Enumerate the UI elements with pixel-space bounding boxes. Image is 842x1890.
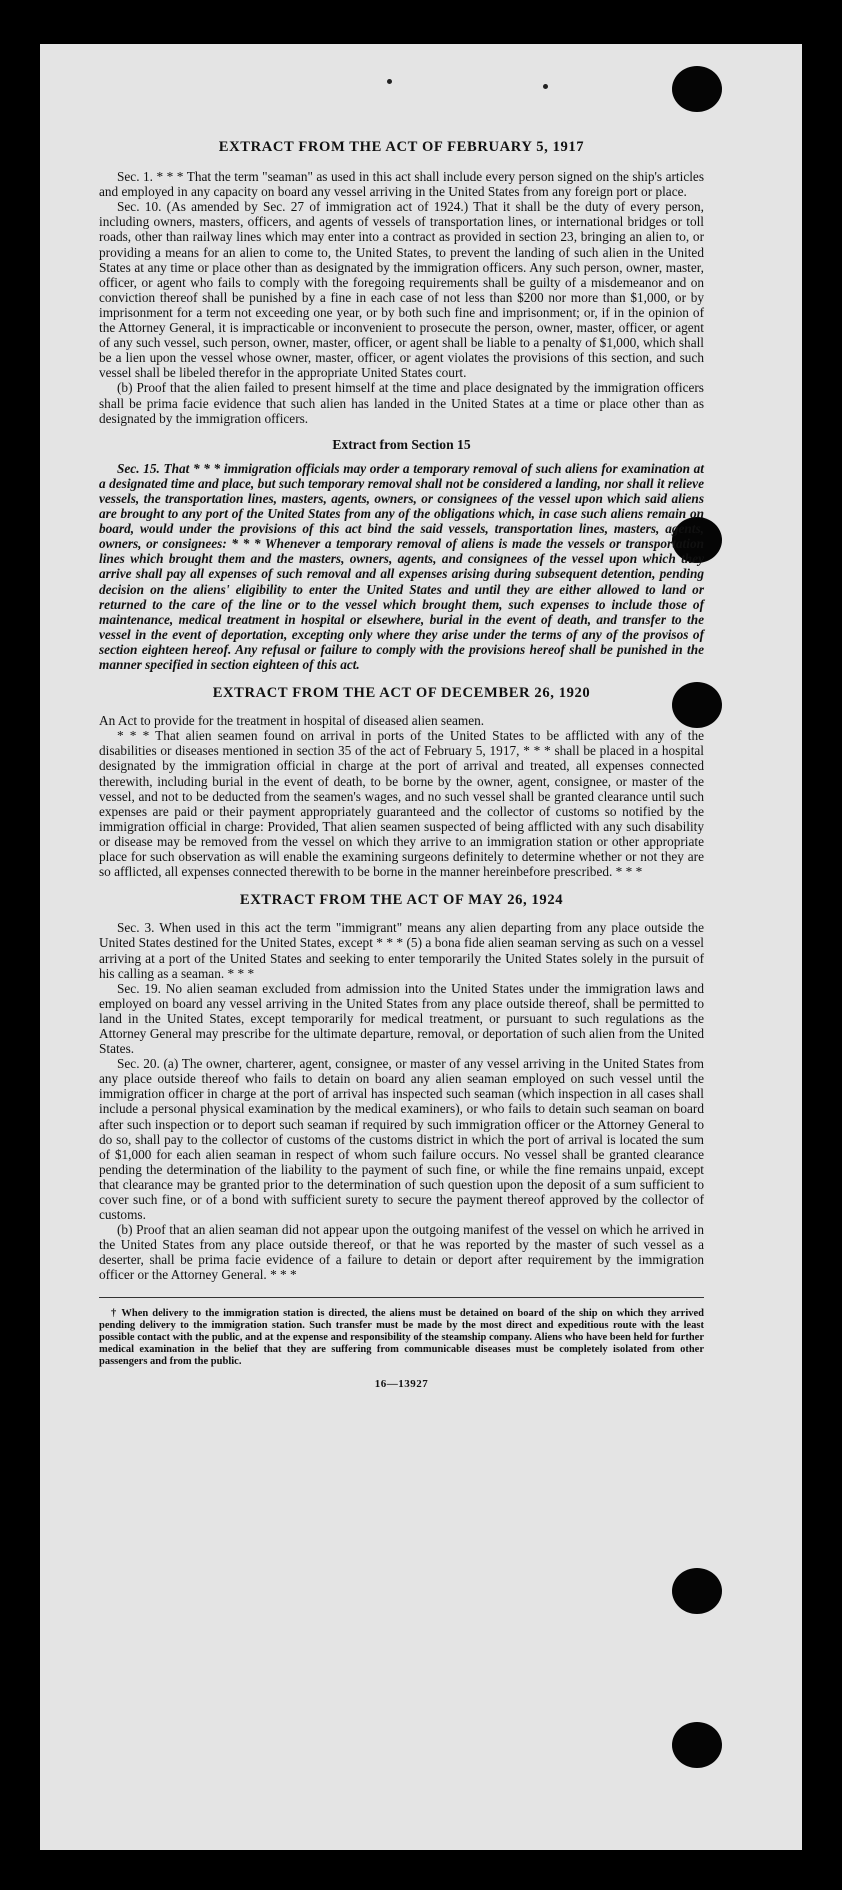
section-15-paragraph: Sec. 15. That * * * immigration officials may order a temporary removal of such aliens for examination at a designated time and place, but such temporary removal shall not be considered a landing, nor shall it relieve vessels, the transportation lines, masters, agents, owners, or consignees of the vessel upon which said aliens are brought to any port of the United States from any of the obligations which, in case such aliens remain on board, would under the provisions of this act bind the said vessels, transportation lines, masters, agents, owners, or consignees: * * * Whenever a temporary removal of aliens is made the vessels or transportation lines which brought them and the masters, owners, agents, and consignees of the vessel upon which they arrive shall pay all expenses of such removal and all expenses arising during subsequent detention, pending decision on the aliens' eligibility to enter the United States and until they are either allowed to land or returned to the care of the line or to the vessel which brought them, such expenses to include those of maintenance, medical treatment in hospital or elsewhere, burial in the event of death, and transfer to the vessel in the event of deportation, excepting only where they arise under the terms of any of the provisos of section eighteen hereof. Any refusal or failure to comply with the provisions hereof shall be punished in the manner specified in section eighteen of this act.: [99, 460, 704, 672]
section-3-paragraph: Sec. 3. When used in this act the term "immigrant" means any alien departing from any place outside the United States destined for the United States, except * * * (5) a bona fide alien seaman serving as such on a vessel arriving at a port of the United States and seeking to enter temporarily the United States solely in the pursuit of his calling as a seaman. * * *: [99, 920, 704, 981]
section-10-paragraph: Sec. 10. (As amended by Sec. 27 of immigration act of 1924.) That it shall be the duty of every person, including owners, masters, officers, and agents of vessels of transportation lines, or international bridges or toll roads, other than railway lines which may enter into a contract as provided in section 23, bringing an alien to, or providing a means for an alien to come to, the United States, to prevent the landing of such alien in the United States at any time or place other than as designated by the immigration officers. Any such person, owner, master, officer, or agent who fails to comply with the foregoing requirements shall be guilty of a misdemeanor and on conviction thereof shall be punished by a fine in each case of not less than $200 nor more than $1,000, or by imprisonment for a term not exceeding one year, or by both such fine and imprisonment; or, if in the opinion of the Attorney General, it is impracticable or inconvenient to prosecute the person, owner, master, officer, or agent of any such vessel, such person, owner, master, officer, or agent shall be liable to a penalty of $1,000, which shall be a lien upon the vessel whose owner, master, officer, or agent violates the provisions of this section, and such vessel shall be libeled therefor in the appropriate United States court.: [99, 199, 704, 381]
punch-hole-top: [672, 66, 722, 112]
heading-act-1920: EXTRACT FROM THE ACT OF DECEMBER 26, 1920: [212, 685, 591, 702]
document-body: [99, 140, 704, 1392]
footnote-divider: [99, 1297, 704, 1298]
page-number: 16—13927: [374, 1377, 429, 1390]
speck: [543, 84, 548, 89]
section-1-paragraph: Sec. 1. * * * That the term "seaman" as used in this act shall include every person signed on the ship's articles and employed in any capacity on board any vessel arriving in the United States from any foreign port or place.: [99, 169, 704, 200]
speck: [387, 79, 392, 84]
heading-act-1917: EXTRACT FROM THE ACT OF FEBRUARY 5, 1917: [218, 139, 585, 155]
punch-hole: [672, 1568, 722, 1614]
act-1920-title: An Act to provide for the treatment in hospital of diseased alien seamen.: [99, 713, 485, 729]
section-20-paragraph: Sec. 20. (a) The owner, charterer, agent, consignee, or master of any vessel arriving in the United States from any place outside thereof who fails to detain on board any alien seaman employed on such vessel until the immigration officer in charge at the port of arrival has inspected such seaman (which inspection in all cases shall include a personal physical examination by the medical examiners), or who fails to detain such seaman on board after such inspection or to deport such seaman if required by such immigration officer or the Attorney General to do so, shall pay to the collector of customs of the customs district in which the port of arrival is located the sum of $1,000 for each alien seaman in respect of whom such failure occurs. No vessel shall be granted clearance pending the determination of the liability to the payment of such fine, or while the fine remains unpaid, except that clearance may be granted prior to the determination of such question upon the deposit of a sum sufficient to cover such fine, or of a bond with sufficient surety to secure the payment thereof approved by the collector of customs.: [99, 1056, 704, 1223]
footnote: † When delivery to the immigration station is directed, the aliens must be detained on board of the ship on which they arrived pending delivery to the immigration station. Such transfer must be made by the most direct and expeditious route with the least possible contact with the public, and at the expense and responsibility of the steamship company. Aliens who have been held for further medical examination in the belief that they are suffering from communicable diseases must be completely isolated from other passengers and from the public.: [99, 1307, 704, 1368]
section-10b-paragraph: (b) Proof that the alien failed to present himself at the time and place designated by the immigration officers shall be prima facie evidence that such alien has landed in the United States at a time or place other than as designated by the immigration officers.: [99, 380, 704, 426]
heading-act-1924: EXTRACT FROM THE ACT OF MAY 26, 1924: [239, 892, 564, 909]
section-19-paragraph: Sec. 19. No alien seaman excluded from admission into the United States under the immigration laws and employed on board any vessel arriving in the United States from any place outside thereof, shall be permitted to land in the United States, except temporarily for medical treatment, or pursuant to such regulations as the Attorney General may prescribe for the ultimate departure, removal, or deportation of such alien from the United States.: [99, 980, 704, 1057]
subheading-section-15: Extract from Section 15: [332, 436, 471, 452]
act-1920-paragraph: * * * That alien seamen found on arrival in ports of the United States to be afflicted with any of the disabilities or diseases mentioned in section 35 of the act of February 5, 1917, * * * shall be placed in a hospital designated by the immigration official in charge at the port of arrival and treated, all expenses connected therewith, including burial in the event of death, to be borne by the owner, agent, consignee, or master of the vessel, and not to be deducted from the seamen's wages, and no such vessel shall be granted clearance until such expenses are paid or their payment appropriately guaranteed and the collector of customs so notified by the immigration official in charge: Provided, That alien seamen suspected of being afflicted with any such disability or disease may be removed from the vessel on which they arrive to an immigration station or other appropriate place for such observation as will enable the examining surgeons definitely to determine whether or not they are so afflicted, all expenses connected therewith to be borne in the manner hereinbefore prescribed. * * *: [99, 728, 704, 880]
section-20b-paragraph: (b) Proof that an alien seaman did not appear upon the outgoing manifest of the vessel on which he arrived in the United States from any place outside thereof, or that he was reported by the master of such vessel as a deserter, shall be prima facie evidence of a failure to detain or deport after requirement by the immigration officer or the Attorney General. * * *: [99, 1222, 704, 1283]
punch-hole-bottom: [672, 1722, 722, 1768]
